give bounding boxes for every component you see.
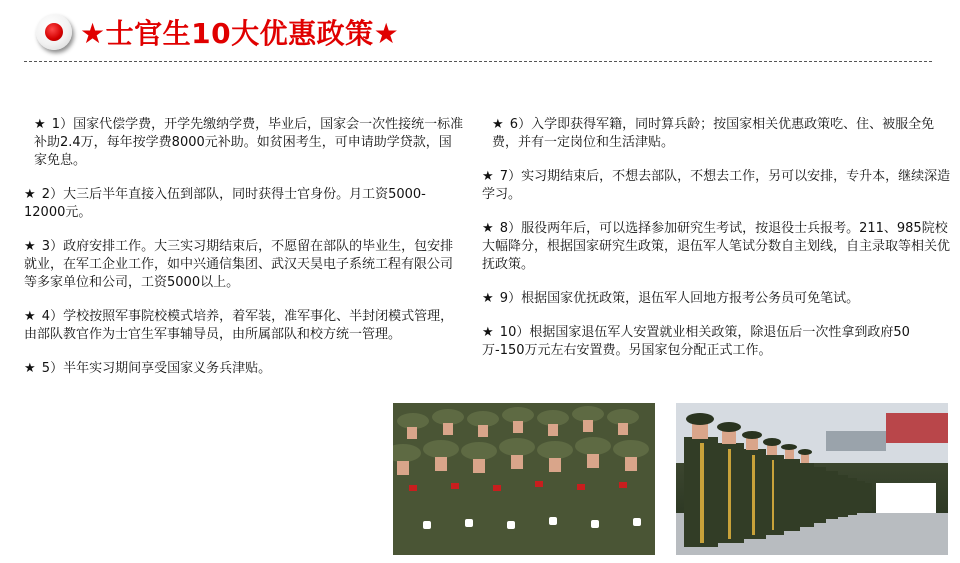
star-icon: ★ [482, 325, 494, 340]
policy-item-10 [482, 324, 952, 360]
policy-text: 8）服役两年后，可以选择参加研究生考试，按退役士兵报考。211、985院校大幅降分，根据国家研究生政策，退伍军人笔试分数自主划线，自主录取等相关优抚政策。 [482, 221, 951, 272]
star-icon: ★ [482, 169, 494, 184]
policy-item-9 [482, 290, 952, 308]
policy-item-5 [24, 360, 464, 378]
policy-text: 7）实习期结束后，不想去部队，不想去工作，另可以安排，专升本，继续深造学习。 [482, 169, 951, 202]
policy-item-8 [482, 220, 952, 274]
policy-item-4 [24, 308, 464, 344]
dashed-divider [24, 61, 932, 62]
policy-item-2 [24, 186, 464, 222]
policy-list-left [24, 116, 464, 394]
marching-soldiers-illustration [393, 403, 655, 555]
star-icon: ★ [482, 291, 494, 306]
marching-soldiers-photo [393, 403, 655, 555]
standing-soldiers-photo [676, 403, 948, 555]
policy-text: 10）根据国家退伍军人安置就业相关政策，除退伍后一次性拿到政府50万-150万元左右安置费。另国家包分配正式工作。 [482, 325, 910, 358]
policy-text: 2）大三后半年直接入伍到部队，同时获得士官身份。月工资5000-12000元。 [24, 187, 426, 220]
star-icon: ★ [482, 221, 494, 236]
policy-item-3 [24, 238, 464, 292]
star-icon: ★ [24, 187, 36, 202]
page-title: ★士官生10大优惠政策★ [80, 17, 400, 50]
star-icon: ★ [492, 117, 504, 132]
policy-item-1 [24, 116, 464, 170]
red-dot-badge-icon [36, 14, 72, 50]
policy-text: 3）政府安排工作。大三实习期结束后，不愿留在部队的毕业生，包安排就业，在军工企业工作，如中兴通信集团、武汉天昊电子系统工程有限公司等多家单位和公司，工资5000以上。 [24, 239, 454, 290]
policy-item-7 [482, 168, 952, 204]
policy-list-right [482, 116, 952, 376]
header [0, 0, 960, 70]
policy-text: 4）学校按照军事院校模式培养，着军装，准军事化、半封闭模式管理，由部队教官作为士官生军事辅导员，由所属部队和校方统一管理。 [24, 309, 454, 342]
star-icon: ★ [24, 239, 36, 254]
star-icon: ★ [24, 309, 36, 324]
policy-text: 9）根据国家优抚政策，退伍军人回地方报考公务员可免笔试。 [499, 291, 860, 306]
standing-soldiers-illustration [676, 403, 948, 555]
star-icon: ★ [24, 361, 36, 376]
policy-item-6 [482, 116, 952, 152]
policy-text: 5）半年实习期间享受国家义务兵津贴。 [41, 361, 272, 376]
red-dot-icon [45, 23, 63, 41]
policy-text: 6）入学即获得军籍，同时算兵龄；按国家相关优惠政策吃、住、被服全免费，并有一定岗位和生活津贴。 [492, 117, 935, 150]
policy-text: 1）国家代偿学费，开学先缴纳学费，毕业后，国家会一次性接统一标准补助2.4万，每年按学费8000元补助。如贫困考生，可申请助学贷款，国家免息。 [34, 117, 464, 168]
star-icon: ★ [34, 117, 46, 132]
